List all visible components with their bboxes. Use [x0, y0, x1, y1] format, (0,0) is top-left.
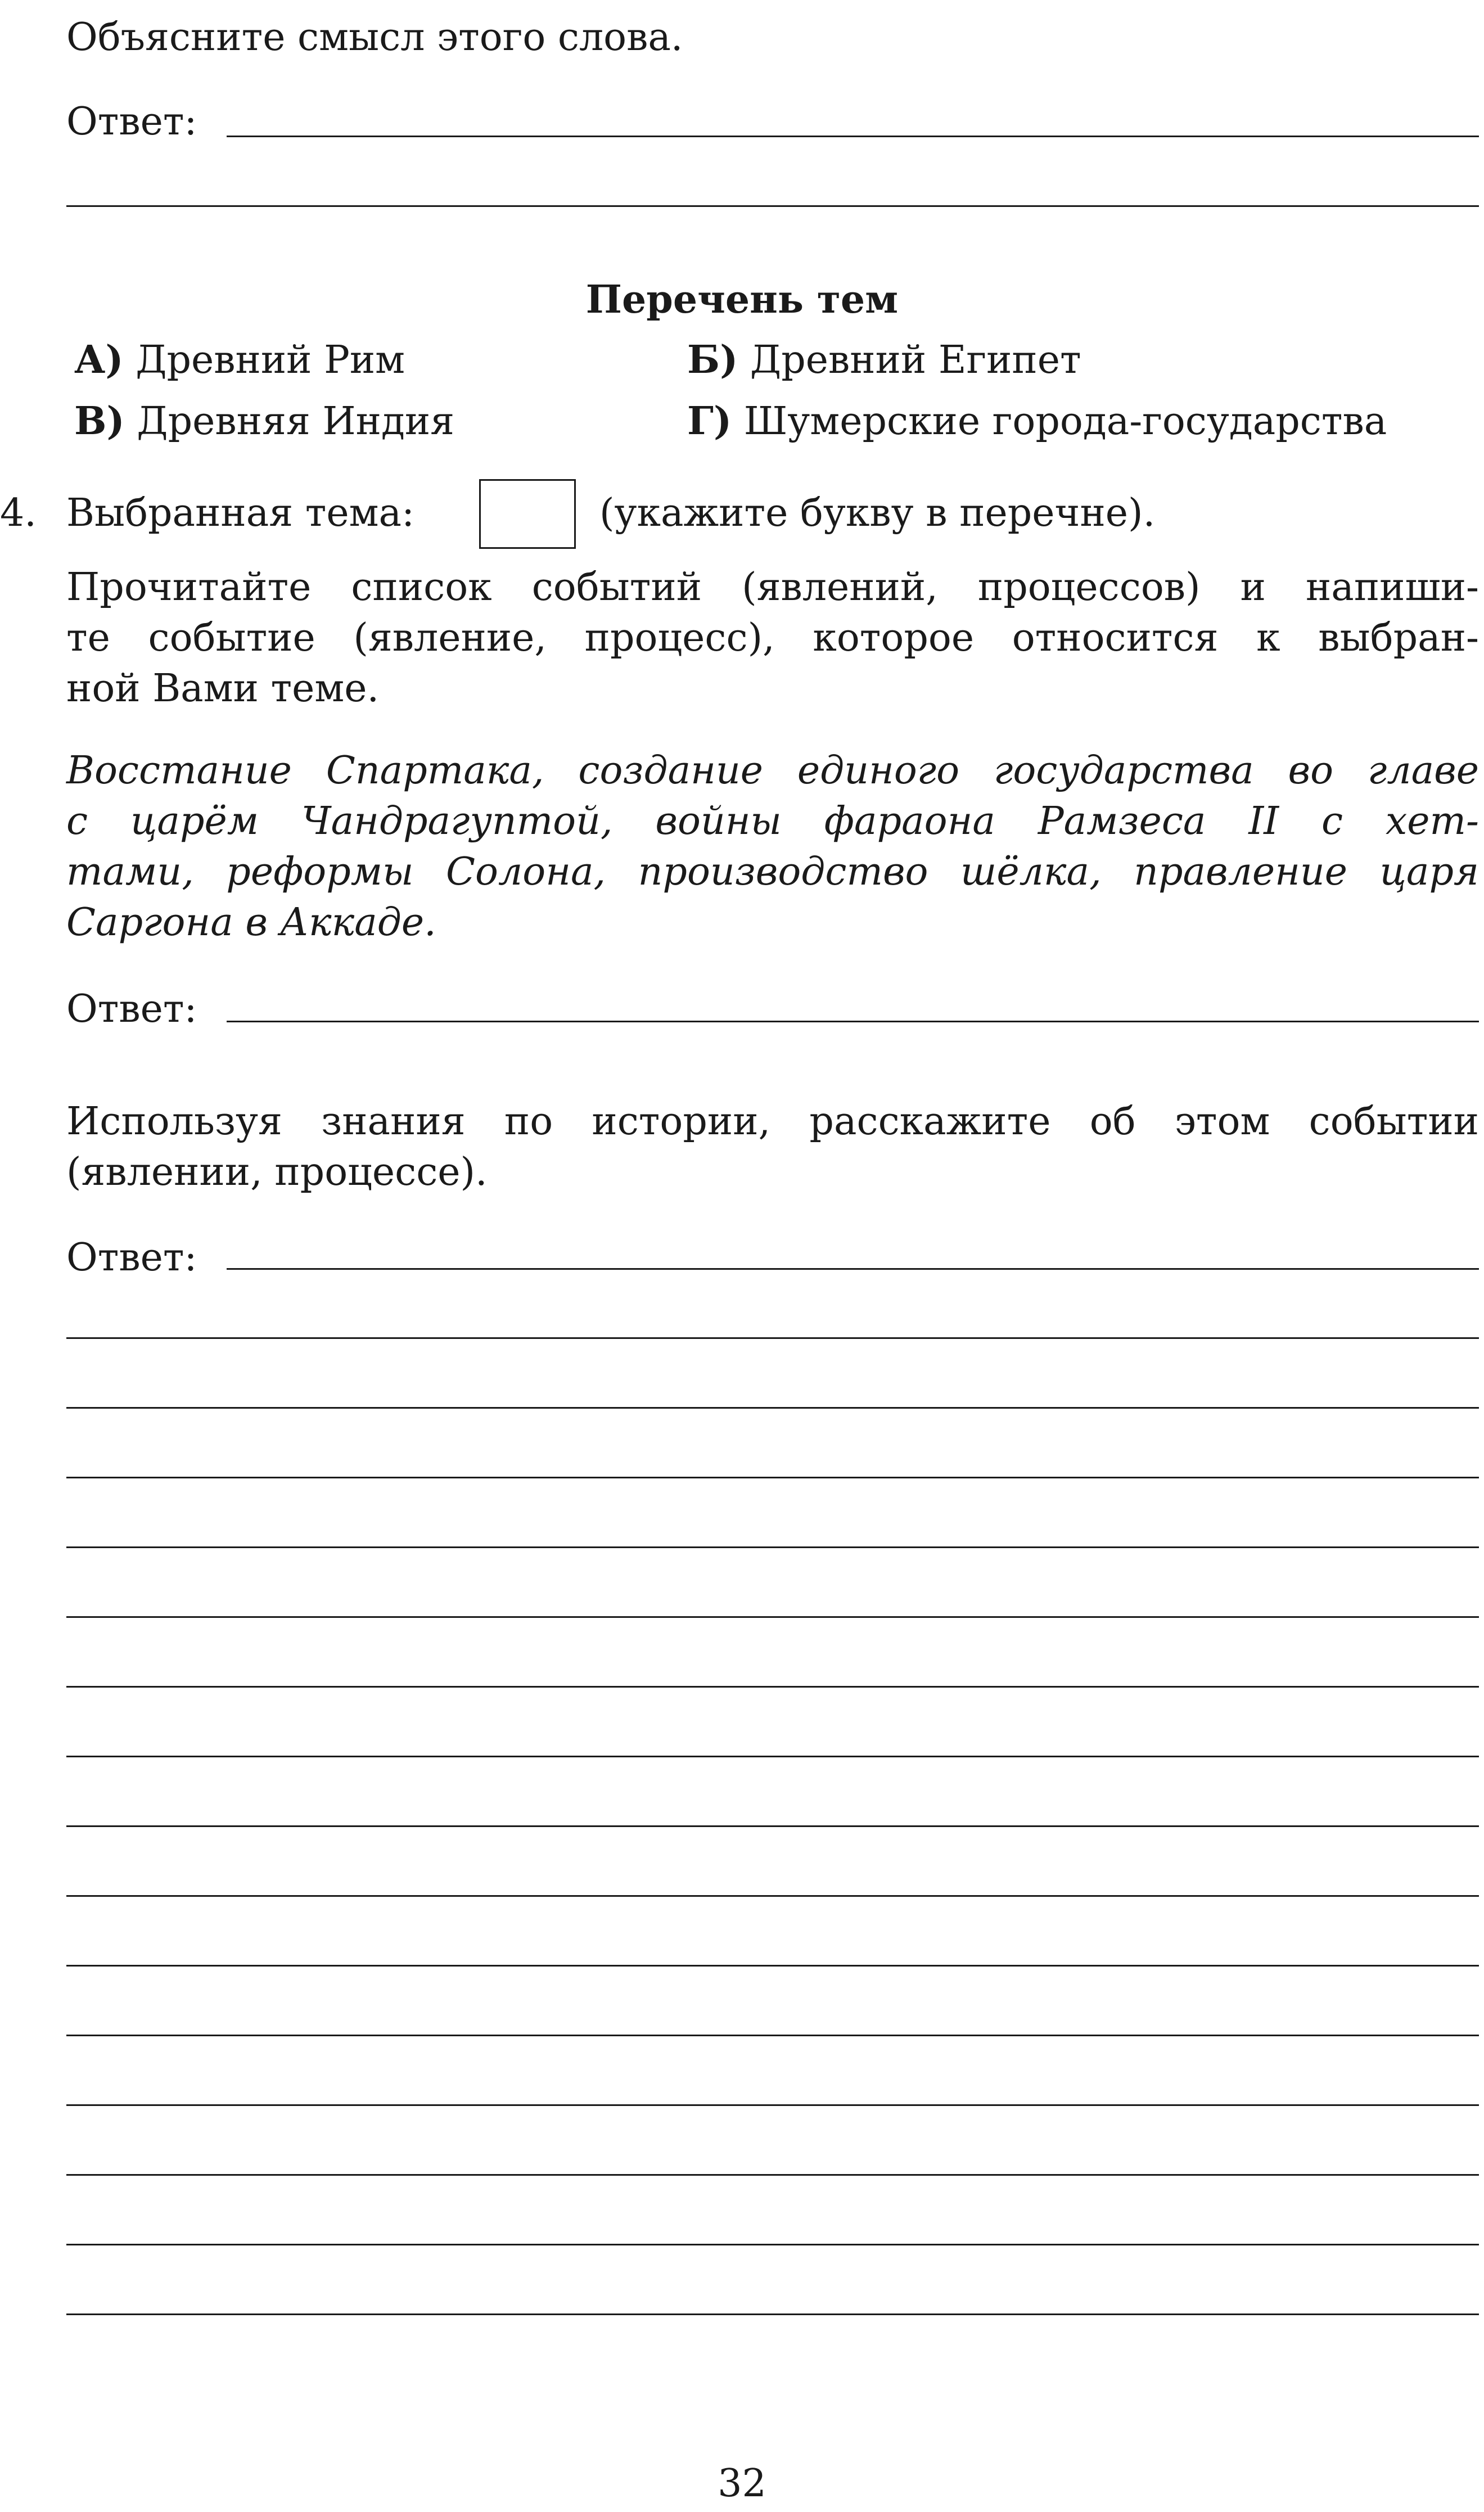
- topic-text: Древний Рим: [136, 338, 405, 382]
- topic-item-g: [687, 396, 1387, 447]
- q3-answer-label: Ответ:: [66, 100, 197, 144]
- q3-instruction: Объясните смысл этого слова.: [66, 15, 683, 60]
- topics-heading: Перечень тем: [585, 277, 899, 322]
- tell-line: Используя знания по истории, расскажите об этом событии: [66, 1099, 1479, 1144]
- instruction-line: ной Вами теме.: [66, 666, 380, 711]
- answer-line[interactable]: [66, 1825, 1479, 1827]
- answer-line[interactable]: [66, 1546, 1479, 1548]
- topic-letter: А): [74, 337, 124, 382]
- answer-line[interactable]: [66, 2244, 1479, 2245]
- q4-answer-label-1: Ответ:: [66, 987, 197, 1031]
- q4-instruction: [66, 562, 1479, 714]
- answer-line[interactable]: [66, 2035, 1479, 2036]
- answer-line[interactable]: [66, 2104, 1479, 2106]
- topic-letter: В): [74, 399, 125, 444]
- answer-line[interactable]: [66, 1616, 1479, 1618]
- q4-tell-instruction: [66, 1097, 1479, 1198]
- answer-line[interactable]: [66, 1337, 1479, 1339]
- answer-line[interactable]: [66, 2313, 1479, 2315]
- topic-item-a: [74, 335, 405, 386]
- topic-item-b: [687, 335, 1081, 386]
- events-line: Саргона в Аккаде.: [66, 900, 436, 945]
- q4-answer-line-event[interactable]: [227, 1021, 1479, 1022]
- answer-line[interactable]: [66, 1686, 1479, 1688]
- chosen-topic-box[interactable]: [479, 479, 576, 549]
- answer-line[interactable]: [66, 1965, 1479, 1967]
- instruction-line: те событие (явление, процесс), которое относится к выбран-: [66, 616, 1479, 660]
- q4-chosen-hint: (укажите букву в перечне).: [599, 491, 1156, 535]
- topic-letter: Г): [687, 399, 732, 444]
- events-line: Восстание Спартака, создание единого государства во главе: [66, 748, 1479, 793]
- topic-letter: Б): [687, 337, 738, 382]
- answer-line[interactable]: [66, 1756, 1479, 1757]
- topic-item-v: [74, 396, 454, 447]
- q4-chosen-label: Выбранная тема:: [66, 491, 415, 535]
- q4-events-list: [66, 746, 1479, 948]
- page-number: 32: [718, 2461, 766, 2506]
- q3-answer-line-1[interactable]: [227, 136, 1479, 137]
- q4-answer-line-story[interactable]: [227, 1268, 1479, 1270]
- topic-text: Шумерские города-государства: [743, 399, 1387, 444]
- events-line: с царём Чандрагуптой, войны фараона Рамзеса II с хет-: [66, 799, 1479, 844]
- events-line: тами, реформы Солона, производство шёлка, правление царя: [66, 850, 1479, 894]
- q3-answer-line-2[interactable]: [66, 205, 1479, 207]
- q4-number: 4.: [0, 491, 37, 535]
- q4-answer-label-2: Ответ:: [66, 1235, 197, 1280]
- tell-line: (явлении, процессе).: [66, 1150, 488, 1194]
- topic-text: Древний Египет: [750, 338, 1081, 382]
- topic-text: Древняя Индия: [137, 399, 455, 444]
- answer-line[interactable]: [66, 1895, 1479, 1897]
- answer-line[interactable]: [66, 1477, 1479, 1478]
- answer-line[interactable]: [66, 2174, 1479, 2176]
- answer-line[interactable]: [66, 1407, 1479, 1409]
- instruction-line: Прочитайте список событий (явлений, процессов) и напиши-: [66, 565, 1479, 610]
